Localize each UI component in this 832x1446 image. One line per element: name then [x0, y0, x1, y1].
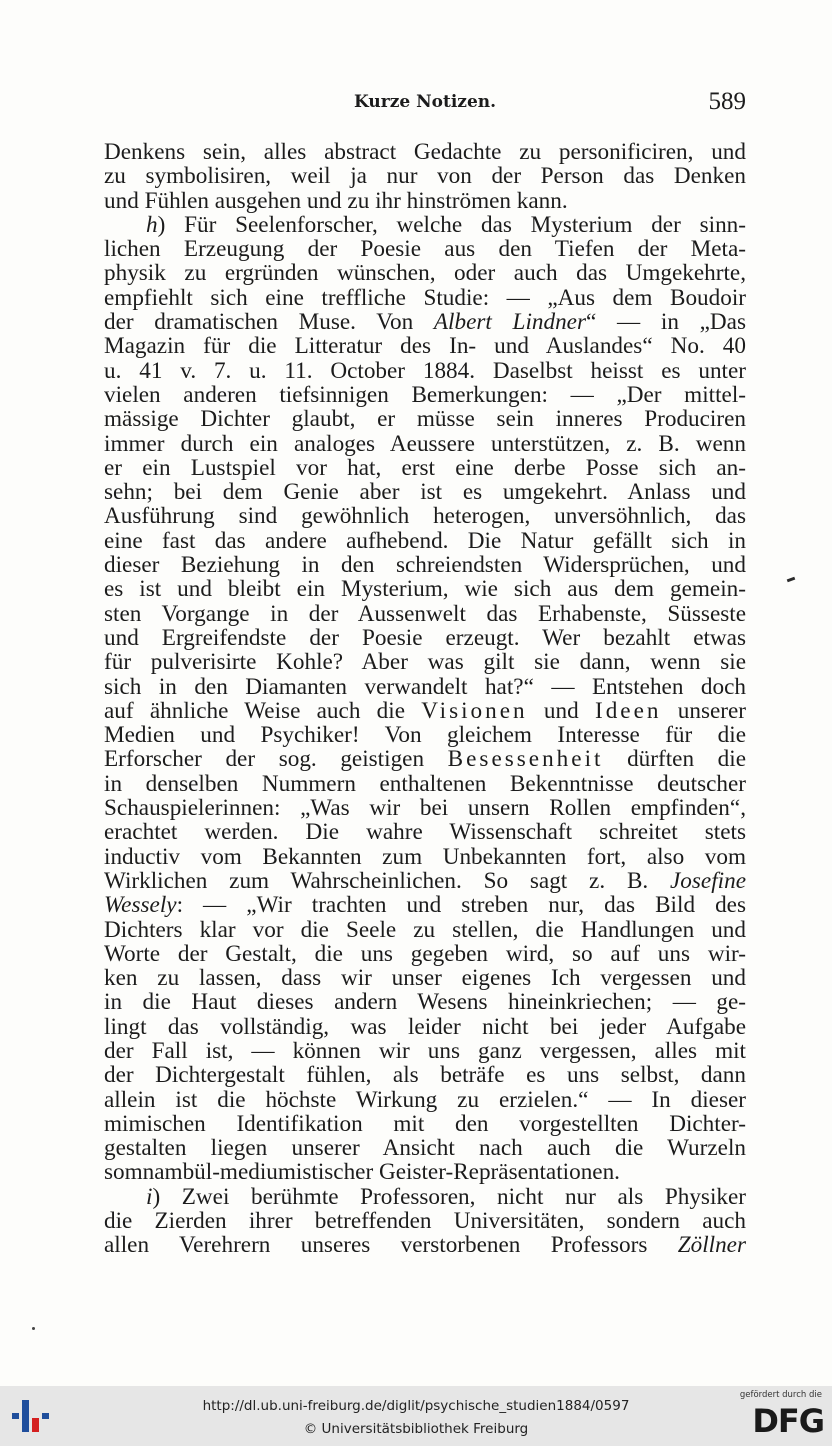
- text-line: [104, 1136, 746, 1160]
- text-run: i: [146, 1184, 153, 1210]
- text-line: [104, 1088, 746, 1112]
- text-run: Zöllner: [677, 1233, 746, 1258]
- text-run: zu symbolisiren, weil ja nur von der Person das Denken: [104, 164, 746, 189]
- text-line: [104, 723, 746, 747]
- text-run: es ist und bleibt ein Mysterium, wie sich aus dem gemein-: [104, 577, 746, 602]
- text-line: [104, 796, 746, 820]
- text-run: Worte der Gestalt, die uns gegeben wird, so auf uns wir-: [104, 941, 746, 967]
- text-run: sehn; bei dem Genie aber ist es umgekehrt. Anlass und: [104, 480, 746, 505]
- text-run: in die Haut dieses andern Wesens hineinkriechen; — ge-: [104, 990, 746, 1015]
- text-run: und Fühlen ausgehen und zu ihr hinströmen kann.: [104, 188, 568, 213]
- text-line: [104, 164, 746, 188]
- text-run: ) Für Seelenforscher, welche das Mysterium der sinn-: [157, 212, 746, 238]
- text-run: lichen Erzeugung der Poesie aus den Tiefen der Meta-: [104, 237, 746, 262]
- footer-url[interactable]: http://dl.ub.uni-freiburg.de/diglit/psychische_studien1884/0597: [202, 1398, 630, 1414]
- text-run: : — „Wir trachten und streben nur, das Bild des: [176, 893, 746, 918]
- text-run: Besessenheit: [447, 747, 604, 772]
- text-run: sten Vorgange in der Aussenwelt das Erhabenste, Süsseste: [104, 601, 746, 626]
- text-line: [104, 845, 746, 869]
- text-line: [104, 1015, 746, 1039]
- text-line: [104, 334, 746, 358]
- text-run: Josefine: [670, 868, 746, 894]
- text-run: Schauspielerinnen: „Was wir bei unsern Rollen empfinden“,: [104, 796, 746, 821]
- text-line: [104, 359, 746, 383]
- text-run: die Zierden ihrer betreffenden Universitäten, sondern auch: [104, 1209, 746, 1234]
- margin-dot: [32, 1327, 35, 1330]
- text-run: Magazin für die Litteratur des In- und Auslandes“ No. 40: [104, 334, 746, 359]
- text-run: Erforscher der sog. geistigen: [104, 747, 448, 772]
- text-run: sich in den Diamanten verwandelt hat?“ — Entstehen doch: [104, 674, 746, 699]
- text-line: [104, 942, 746, 966]
- text-line: [104, 577, 746, 601]
- text-run: lingt das vollständig, was leider nicht bei jeder Aufgabe: [104, 1014, 746, 1039]
- text-line: [104, 504, 746, 528]
- text-run: in denselben Nummern enthaltenen Bekenntnisse deutscher: [104, 771, 746, 797]
- text-line: [104, 553, 746, 577]
- footer-copyright: © Universitätsbibliothek Freiburg: [303, 1421, 529, 1437]
- text-line: [104, 213, 746, 237]
- text-line: [104, 189, 746, 213]
- text-run: Denkens sein, alles abstract Gedachte zu personificiren, und: [104, 140, 746, 165]
- text-line: [104, 918, 746, 942]
- text-run: “ — in „Das: [586, 310, 746, 335]
- text-line: [104, 772, 746, 796]
- text-run: Medien und Psychiker! Von gleichem Interesse für die: [104, 723, 746, 748]
- text-line: [104, 480, 746, 504]
- running-title: Kurze Notizen.: [354, 92, 497, 112]
- text-run: Dichters klar vor die Seele zu stellen, die Handlungen und: [104, 917, 746, 942]
- text-line: [104, 1185, 746, 1209]
- text-line: [104, 1209, 746, 1233]
- text-run: inductiv vom Bekannten zum Unbekannten fort, also vom: [104, 844, 746, 869]
- text-run: für pulverisirte Kohle? Aber was gilt sie dann, wenn sie: [104, 650, 746, 675]
- dfg-caption: gefördert durch die: [739, 1390, 822, 1400]
- text-run: und Ergreifendste der Poesie erzeugt. Wer bezahlt etwas: [104, 625, 746, 651]
- text-run: vielen anderen tiefsinnigen Bemerkungen: — „Der mittel-: [104, 382, 746, 408]
- text-line: [104, 626, 746, 650]
- text-line: [104, 869, 746, 893]
- text-run: mässige Dichter glaubt, er müsse sein inneres Produciren: [104, 407, 746, 432]
- text-run: Ideen: [594, 698, 662, 724]
- text-run: auf ähnliche Weise auch die: [104, 698, 422, 724]
- text-run: u. 41 v. 7. u. 11. October 1884. Daselbst heisst es unter: [104, 358, 746, 383]
- text-run: dürften die: [603, 747, 746, 772]
- text-run: gestalten liegen unserer Ansicht nach auch die Wurzeln: [104, 1136, 746, 1161]
- page-number: 589: [708, 88, 746, 115]
- text-line: [104, 140, 746, 164]
- text-run: Ausführung sind gewöhnlich heterogen, unversöhnlich, das: [104, 504, 746, 529]
- text-line: [104, 237, 746, 261]
- text-run: h: [146, 212, 158, 238]
- text-line: [104, 286, 746, 310]
- text-run: Wirklichen zum Wahrscheinlichen. So sagt z. B.: [104, 868, 671, 894]
- text-run: eine fast das andere aufhebend. Die Natur gefällt sich in: [104, 528, 746, 554]
- text-run: ) Zwei berühmte Professoren, nicht nur als Physiker: [152, 1184, 746, 1210]
- text-run: Wessely: [104, 893, 177, 918]
- text-line: [104, 456, 746, 480]
- text-line: [104, 407, 746, 431]
- viewer-footer: [0, 1386, 832, 1446]
- text-line: [104, 966, 746, 990]
- text-line: [104, 261, 746, 285]
- text-line: [104, 529, 746, 553]
- text-run: allen Verehrern unseres verstorbenen Professors: [104, 1233, 678, 1258]
- text-run: unserer: [661, 698, 746, 724]
- text-run: der Fall ist, — können wir uns ganz vergessen, alles mit: [104, 1038, 746, 1064]
- text-run: er ein Lustspiel vor hat, erst eine derbe Posse sich an-: [104, 455, 746, 481]
- text-run: Visionen: [421, 698, 528, 724]
- text-run: immer durch ein analoges Aeussere unterstützen, z. B. wenn: [104, 431, 746, 456]
- text-line: [104, 747, 746, 771]
- text-line: [104, 1160, 746, 1184]
- text-line: [104, 990, 746, 1014]
- text-line: [104, 602, 746, 626]
- text-run: Albert Lindner: [433, 310, 586, 335]
- text-run: der Dichtergestalt fühlen, als beträfe es uns selbst, dann: [104, 1063, 746, 1088]
- margin-mark: [787, 577, 796, 583]
- text-run: physik zu ergründen wünschen, oder auch das Umgekehrte,: [104, 261, 746, 286]
- text-line: [104, 1112, 746, 1136]
- text-run: somnambül-mediumistischer Geister-Repräsentationen.: [104, 1160, 620, 1185]
- text-line: [104, 893, 746, 917]
- text-run: dieser Beziehung in den schreiendsten Widersprüchen, und: [104, 553, 746, 578]
- text-line: [104, 432, 746, 456]
- text-run: und: [527, 698, 595, 724]
- text-line: [104, 383, 746, 407]
- text-run: allein ist die höchste Wirkung zu erzielen.“ — In dieser: [104, 1087, 746, 1112]
- page-body-text: [104, 140, 746, 1258]
- text-line: [104, 1233, 746, 1257]
- text-run: erachtet werden. Die wahre Wissenschaft schreitet stets: [104, 820, 746, 845]
- text-line: [104, 820, 746, 844]
- text-run: ken zu lassen, dass wir unser eigenes Ich vergessen und: [104, 966, 746, 991]
- text-line: [104, 1039, 746, 1063]
- text-line: [104, 699, 746, 723]
- dfg-logo: DFG: [752, 1402, 824, 1440]
- text-line: [104, 675, 746, 699]
- text-run: der dramatischen Muse. Von: [104, 310, 434, 335]
- text-line: [104, 1063, 746, 1087]
- text-run: mimischen Identifikation mit den vorgestellten Dichter-: [104, 1111, 746, 1137]
- text-run: empfiehlt sich eine treffliche Studie: — „Aus dem Boudoir: [104, 285, 746, 311]
- text-line: [104, 310, 746, 334]
- page-header: [104, 88, 746, 122]
- text-line: [104, 650, 746, 674]
